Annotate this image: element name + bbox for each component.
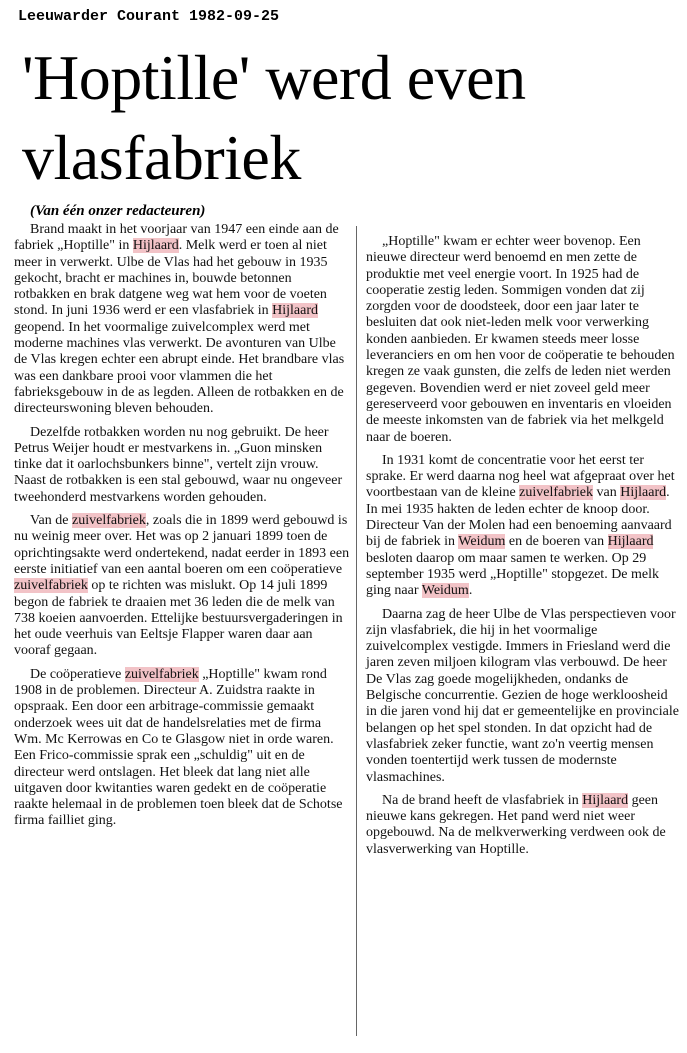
highlighted-term: Hijlaard bbox=[582, 792, 629, 808]
highlighted-term: Weidum bbox=[421, 583, 469, 599]
article-paragraph bbox=[14, 513, 350, 660]
highlighted-term: Hijlaard bbox=[132, 238, 179, 254]
paragraph-text: van bbox=[593, 485, 621, 501]
paragraph-text: Daarna zag de heer Ulbe de Vlas perspectieven voor zijn vlasfabriek, die hij in het voormalige zuivelcomplex vestigde. Immers in Friesland werd die jaren zeven miljoen kilogram vlas verbouwd. De heer De Vlas zag goede mogelijkheden, ondanks de Belgische concurrentie. Gezien de hoge werkloosheid in die jaren vond hij dat er gemeentelijke en provinciale belangen op het spel stonden. In dat opzicht had de vlasfabriek zeker functie, want zo'n veertig mensen vonden toentertijd werk tussen de modernste vlasmachines. bbox=[366, 606, 679, 785]
paragraph-text: „Hoptille" kwam er echter weer bovenop. Een nieuwe directeur werd benoemd en men zette de produktie met veel energie voort. In 1925 had de cooperatie zestig leden. Sommigen vonden dat zij zorgden voor de doodsteek, door een jaar later te besluiten dat ook niet-leden melk voor verwerking konden aanbieden. Er kwamen steeds meer losse leveranciers en om hen voor de coöperatie te behouden kregen ze vaak gunsten, die zelfs de leden niet werden gegeven. Bovendien werd er niet zoveel geld meer gereserveerd voor gebouwen en inventaris en vloeiden de meeste inkomsten van de fabriek via het melkgeld naar de boeren. bbox=[366, 234, 675, 445]
paragraph-text: . Melk werd er toen al niet meer in verwerkt. Ulbe de Vlas had het gebouw in 1935 gekocht, bracht er machines in, bouwde betonnen rotbakken en brak datgene weg wat hem voor de voeten stond. In juni 1936 werd er een vlasfabriek in bbox=[14, 238, 328, 319]
paragraph-text: . In mei 1935 hakten de leden echter de knoop door. Directeur Van der Molen had een benoeming aanvaard bij de fabriek in bbox=[366, 485, 672, 550]
article-column-left bbox=[14, 222, 350, 837]
highlighted-term: zuivelfabriek bbox=[72, 513, 146, 529]
paragraph-text: Brand maakt in het voorjaar van 1947 een einde aan de fabriek „Hoptille" in bbox=[14, 222, 339, 254]
paragraph-text: . bbox=[468, 583, 473, 599]
article-paragraph bbox=[14, 222, 350, 418]
article-paragraph bbox=[366, 453, 682, 600]
highlighted-term: Hijlaard bbox=[607, 534, 654, 550]
paragraph-text: De coöperatieve bbox=[30, 666, 125, 682]
paragraph-text: en de boeren van bbox=[505, 534, 608, 550]
paragraph-text: , zoals die in 1899 werd gebouwd is nu weinig meer over. Het was op 2 januari 1899 toen de oprichtingsakte werd ondertekend, nadat eerder in 1893 een eerste initiatief van een aantal boeren om een coöperatieve bbox=[14, 513, 350, 577]
newspaper-source-date: Leeuwarder Courant 1982-09-25 bbox=[18, 8, 280, 25]
paragraph-text: geopend. In het voormalige zuivelcomplex werd met moderne machines vlas verwerkt. De avonturen van Ulbe de Vlas kregen echter een abrupt einde. Het brandbare vlas was een dankbare prooi voor vlammen die het fabrieksgebouw in de as legden. Alleen de rotbakken en de directeurswoning bleven behouden. bbox=[14, 319, 345, 417]
highlighted-term: zuivelfabriek bbox=[124, 666, 199, 682]
column-divider bbox=[356, 226, 357, 1036]
paragraph-text: Na de brand heeft de vlasfabriek in bbox=[382, 792, 583, 808]
article-paragraph bbox=[14, 425, 350, 506]
article-paragraph bbox=[14, 667, 350, 830]
highlighted-term: Hijlaard bbox=[620, 485, 667, 501]
highlighted-term: zuivelfabriek bbox=[519, 485, 594, 501]
article-paragraph bbox=[366, 234, 682, 446]
article-paragraph bbox=[366, 607, 682, 786]
paragraph-text: besloten daarop om maar samen te werken. Op 29 september 1935 werd „Hoptille" stopgezet. De melk ging naar bbox=[366, 550, 660, 599]
article-byline: (Van één onzer redacteuren) bbox=[30, 203, 206, 219]
paragraph-text: Van de bbox=[30, 513, 72, 529]
highlighted-term: Weidum bbox=[458, 534, 506, 550]
paragraph-text: op te richten was mislukt. Op 14 juli 1899 begon de fabriek te draaien met 36 leden die de melk van 738 koeien aanvoerden. Ettelijke bestuursvergaderingen in het oude veerhuis van Eeltsje Flapper waren daar aan vooraf gegaan. bbox=[14, 578, 343, 659]
article-headline: 'Hoptille' werd even vlasfabriek bbox=[22, 42, 526, 193]
article-paragraph bbox=[366, 793, 682, 858]
highlighted-term: Hijlaard bbox=[272, 303, 319, 319]
paragraph-text: „Hoptille" kwam rond 1908 in de problemen. Directeur A. Zuidstra raakte in opspraak. Een door een arbitrage-commissie gemaakt onderzoek wees uit dat de handelsrelaties met de firma Wm. Mc Kerrowas en Co te Glasgow niet in orde waren. Een Frico-commissie sprak een „schuldig" uit en de directeur werd ontslagen. Het bleek dat lang niet alle uitgaven door kwitanties waren gedekt en de coöperatie raakte helemaal in de problemen toen bleek dat de Schotse firma failliet ging. bbox=[14, 666, 343, 829]
paragraph-text: geen nieuwe kans gekregen. Het pand werd niet weer opgebouwd. Na de melkverwerking verdween ook de vlasverwerking van Hoptille. bbox=[366, 792, 666, 857]
article-column-right bbox=[366, 234, 682, 865]
paragraph-text: Dezelfde rotbakken worden nu nog gebruikt. De heer Petrus Weijer houdt er mestvarkens in. „Guon minsken tinke dat it oarlochsbunkers binne", vertelt zijn vrouw. Naast de rotbakken is een stal gebouwd, waar nu ongeveer tweehonderd mestvarkens worden gehouden. bbox=[14, 424, 343, 505]
paragraph-text: In 1931 komt de concentratie voor het eerst ter sprake. Er werd daarna nog heel wat afgepraat over het voortbestaan van de kleine bbox=[366, 452, 675, 501]
highlighted-term: zuivelfabriek bbox=[14, 578, 88, 594]
